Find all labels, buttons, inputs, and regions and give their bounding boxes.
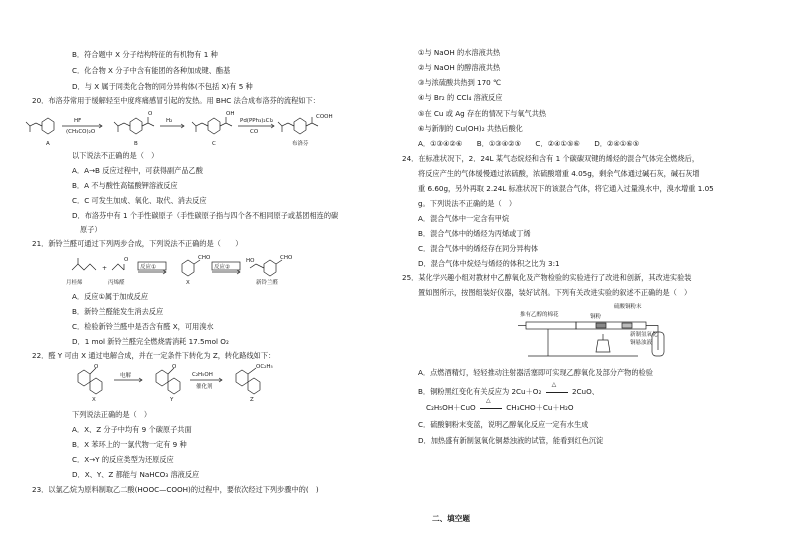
arrow-delta-2 [478,397,504,413]
carboxyl-group: COOH [316,114,333,120]
label-acrolein: 丙烯醛 [108,280,125,286]
molecule-a-chain [26,122,42,126]
q24-option-a: A．混合气体中一定含有甲烷 [418,214,510,223]
q25-option-d: D．加热盛有新制氢氧化铜悬浊液的试管，能看到红色沉淀 [418,436,604,445]
q25-line-1: 25．某化学兴趣小组对教材中乙醇氧化及产物检验的实验进行了改进和创新，其改进实验装 [402,273,692,282]
q24-line-2: 将反应产生的气体缓慢通过浓硫酸，浓硫酸增重 4.05g，剩余气体通过碱石灰，碱石灰增 [418,169,700,178]
delta-2: △ [485,397,491,404]
q21-reaction-scheme [52,250,312,288]
molecule-a-ring [42,118,54,134]
q20-question: 以下说法不正确的是（ ） [72,151,159,160]
q24-option-c: C．混合气体中的烯烃存在同分异构体 [418,244,539,253]
arrow-1-label: 电解 [120,373,132,379]
q24-option-b: B．混合气体中的烯烃为丙烯或丁烯 [418,229,531,238]
svg-text:+: + [102,265,108,272]
q20-option-d-line2: 原子） [80,225,102,234]
q22-option-b: B．X 苯环上的一氯代物一定有 9 种 [72,440,187,449]
q25-option-b-tail: 2CuO、 [571,387,599,396]
q19-option-d: D．与 X 属于同类化合物的同分异构体(不包括 X)有 5 种 [72,82,253,91]
q24-line-4: g。下列说法不正确的是（ ） [418,199,517,208]
q21-option-a: A．反应①属于加成反应 [72,292,149,301]
molecule-x-ring [182,260,194,276]
q19-option-c: C．化合物 X 分子中含有能团的各种加成键、酯基 [72,66,231,75]
molecule-c-ring [208,118,220,134]
q23-stem: 23．以氯乙烷为原料制取乙二酸(HOOC—COOH)的过程中，要依次经过下列步骤中的( ) [32,485,319,494]
q25-apparatus [518,300,678,362]
molecule-x-ring-1 [78,370,90,386]
label-c: C [212,141,216,147]
label-x: X [186,280,190,286]
label-ibuprofen: 布洛芬 [292,141,309,147]
q22-option-d: D．X、Y、Z 都能与 NaHCO₃ 溶液反应 [72,470,200,479]
label-cuoh-1: 新制氢氧化 [630,332,658,338]
q25-option-b-head: B．铜粉黑红变化有关反应为 2Cu＋O₂ [418,387,542,396]
copper-powder [596,323,606,328]
q23-step-6: ⑥与新制的 Cu(OH)₂ 共热后酸化 [418,124,523,133]
q22-option-a: A．X、Z 分子中均有 9 个碳原子共面 [72,425,192,434]
q25-option-b2-head: C₂H₅OH＋CuO [426,403,476,412]
acrolein-cho: O [124,257,129,263]
acrolein [112,264,124,270]
delta-1: △ [551,381,557,388]
section-heading: 二、填空题 [432,514,470,523]
label-y: Y [170,397,174,402]
step-1-label: 反应① [140,264,156,271]
q21-option-b: B．新铃兰醛能发生消去反应 [72,307,164,316]
q23-options: A．①③④②⑥ B．①③④②⑤ C．②④①⑤⑥ D．②④①⑥⑤ [418,139,640,148]
q20-option-a: A．A→B 反应过程中，可获得副产品乙酸 [72,166,203,175]
label-syringe: 推有乙醇的棉花 [520,312,559,318]
molecule-x-ring-2 [90,378,102,394]
molecule-b-ring [130,118,142,134]
label-product: 新铃兰醛 [256,280,279,286]
glass-tube [576,322,646,329]
molecule-z-ring-1 [236,370,248,386]
q20-option-d-line1: D．布洛芬中有 1 个手性碳原子（手性碳原子指与四个各不相同原子或基团相连的碳 [72,211,339,220]
label-b: B [134,141,138,147]
label-cuso4: 硫酸铜粉末 [614,304,642,310]
q20-stem: 20．布洛芬常用于缓解轻至中度疼痛感冒引起的发热。用 BHC 法合成布洛芬的流程如下： [32,96,320,105]
arrow-2-sub: 催化剂 [196,384,213,390]
q24-line-1: 24．在标准状况下，2．24L 某气态烷烃和含有 1 个碳碳双键的烯烃的混合气体完全燃烧后， [402,154,700,163]
q20-reaction-scheme [12,108,342,148]
label-z: Z [250,397,254,402]
label-x: X [92,397,96,402]
x-cho: CHO [198,255,211,261]
arrow-delta-1 [544,381,570,397]
reagent-pd: Pd(PPh₃)₂Cl₂ [240,118,274,124]
q25-option-a: A．点燃酒精灯，轻轻推动注射器活塞即可实现乙醇氧化及部分产物的检验 [418,368,653,377]
p-cho: CHO [280,255,293,261]
label-a: A [46,141,50,147]
step-2-label: 反应② [214,264,230,271]
left-column [32,0,392,550]
reagent-co: CO [250,129,259,135]
q20-option-b: B．A 不与酸性高锰酸钾溶液反应 [72,181,178,190]
molecule-y-ring-2 [168,378,180,394]
q25-option-b-line2 [426,397,574,413]
q21-option-c: C．检验新铃兰醛中是否含有醛 X，可用溴水 [72,322,214,331]
q20-option-c: C．C 可发生加成、氧化、取代、消去反应 [72,196,207,205]
q22-option-c: C．X→Y 的反应类型为还原反应 [72,455,174,464]
q23-step-4: ④与 Br₂ 的 CCl₄ 溶液反应 [418,93,503,102]
q22-question: 下列说法正确的是（ ） [72,410,152,419]
q22-reaction-scheme [62,362,292,402]
molecule-z-ring-2 [248,378,260,394]
q24-option-d: D．混合气体中烷烃与烯烃的体积之比为 3:1 [418,259,560,268]
cuso4-powder [622,323,632,328]
myrcene [72,264,96,270]
q25-option-c: C．硫酸铜粉末变蓝，说明乙醇氧化反应一定有水生成 [418,420,589,429]
p-ho: HO [246,258,255,264]
label-cu: 铜粉 [590,314,602,320]
label-cuoh-2: 铜悬浊液 [630,340,653,346]
hydroxyl-c: OH [226,111,235,117]
q19-option-b: B．符合题中 X 分子结构特征的有机物有 1 种 [72,50,218,59]
q21-option-d: D．1 mol 新铃兰醛完全燃烧需消耗 17.5mol O₂ [72,337,229,346]
q25-line-2: 置如图所示，按图组装好仪器，装好试剂。下列有关改进实验的叙述不正确的是（ ） [418,288,692,297]
right-column [402,0,753,550]
q23-step-2: ②与 NaOH 的醇溶液共热 [418,63,501,72]
q25-option-b2-tail: CH₃CHO＋Cu＋H₂O [506,403,574,412]
syringe [526,322,576,329]
z-oc2h5: OC₂H₅ [256,364,273,370]
molecule-ibuprofen-ring [294,118,306,134]
reagent-h2: H₂ [166,118,173,124]
equals-line-2 [480,408,502,409]
q24-line-3: 重 6.60g，另外再取 2.24L 标准状况下的该混合气体，将它通入过量溴水中，溴水增重 1.05 [418,184,714,193]
alcohol-lamp [596,340,610,352]
molecule-p-ring [264,260,276,276]
label-myrcene: 月桂烯 [66,280,83,286]
x-o: O [94,364,99,370]
reagent-ac2o: (CH₃CO)₂O [66,129,96,135]
molecule-y-ring-1 [156,370,168,386]
arrow-2-label: C₂H₅OH [192,372,213,378]
q23-step-5: ⑤在 Cu 或 Ag 存在的情况下与氧气共热 [418,109,547,118]
q22-stem: 22．醛 Y 可由 X 通过电解合成，并在一定条件下转化为 Z，转化路线如下： [32,351,276,360]
equals-line-1 [546,392,568,393]
q25-option-b-line1 [418,381,599,397]
reagent-hf: HF [74,118,82,124]
y-o: O [172,364,177,370]
q23-step-3: ③与浓硫酸共热到 170 ℃ [418,78,502,87]
q23-step-1: ①与 NaOH 的水溶液共热 [418,48,501,57]
q21-stem: 21．新铃兰醛可通过下列两步合成，下列说法不正确的是（ ） [32,239,243,248]
ketone-o-b: O [148,111,153,117]
